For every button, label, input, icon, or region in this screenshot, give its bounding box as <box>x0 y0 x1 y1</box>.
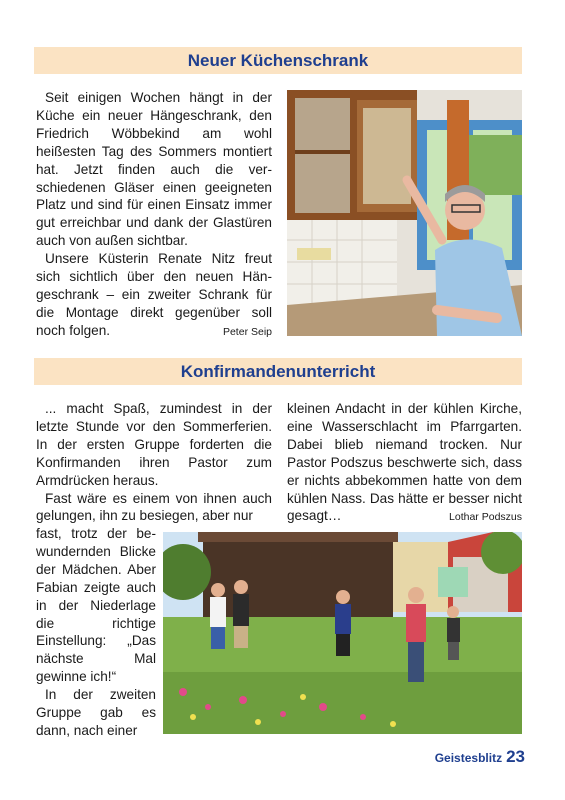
paragraph: fast, trotz der bewundernden Blicke der Mädchen. Aber Fabian zeigte auch in der Niederlage die richtige Einstellung: „Das nächste Mal gewinne ich!“ <box>36 526 156 685</box>
section-title-text: Konfirmandenunterricht <box>180 361 376 381</box>
paragraph <box>287 400 522 525</box>
paragraph: ... macht Spaß, zumindest in der letzte Stunde vor den Sommerferien. In der ersten Gruppe forderten die Konfirmanden ihren Pastor zum Armdrücken heraus. <box>36 401 272 488</box>
paragraph: Seit einigen Wochen hängt in der Küche ein neuer Hängeschrank, den Friedrich Wöbbekind am wohl heißesten Tag des Sommers montiert hat. Jetzt finden auch die verschiedenen Gläser einen geeigneten Platz und sind für einen Einsatz immer gut erreichbar und dank der Glastüren auch von außen sichtbar. <box>36 90 272 249</box>
photo-kitchen-cabinet <box>287 90 522 336</box>
paragraph-text: kleinen Andacht in der kühlen Kirche, eine Wasserschlacht im Pfarrgarten. Dabei blieb niemand trocken. Nur Pastor Podszus beschwerte sich, dass er nichts abbekommen hatte von dem kühlen Nass. Das hätte er besser nicht gesagt… <box>287 401 522 524</box>
section-title-kuechenschrank <box>34 47 522 74</box>
article-konfirmanden-col1-top <box>36 400 272 525</box>
paragraph: Fast wäre es einem von ihnen auch gelungen, ihn zu besiegen, aber nur <box>36 490 272 524</box>
page-number: 23 <box>506 747 525 766</box>
kitchen-photo-illustration <box>287 90 522 336</box>
photo-water-fight-garden <box>163 532 522 734</box>
paragraph-text: Unsere Küsterin Renate Nitz freut sich sichtlich über den neuen Hängeschrank – ein zweiter Schrank für die Montage direkt gegenüber soll noch folgen. <box>36 251 272 338</box>
article-konfirmanden-col1-bottom <box>36 525 156 740</box>
paragraph: In der zweiten Gruppe gab es dann, nach einer <box>36 687 156 738</box>
author-signature: Lothar Podszus <box>449 511 522 524</box>
section-title-text: Neuer Küchenschrank <box>187 50 369 70</box>
article-kuechenschrank-text <box>36 89 272 342</box>
garden-photo-illustration <box>163 532 522 734</box>
section-title-konfirmanden <box>34 358 522 385</box>
magazine-name: Geistesblitz <box>434 751 503 765</box>
paragraph <box>36 250 272 340</box>
article-konfirmanden-col2 <box>287 400 522 527</box>
author-signature: Peter Seip <box>222 325 272 338</box>
page-footer <box>435 747 525 767</box>
